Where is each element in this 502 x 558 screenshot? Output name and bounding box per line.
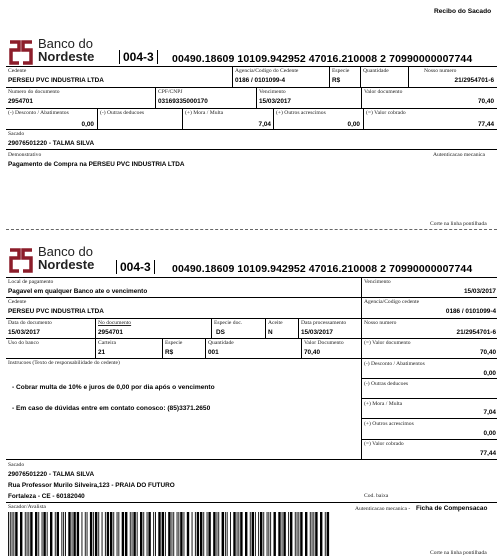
barcode-bar <box>260 512 262 556</box>
barcode-bar <box>73 512 75 556</box>
bank-code: 004-3 <box>119 50 158 64</box>
barcode-bar <box>290 512 292 556</box>
barcode-bar <box>10 512 11 556</box>
barcode-bar <box>288 512 289 556</box>
barcode-bar <box>61 512 62 556</box>
value-especie-doc: DS <box>216 329 225 336</box>
barcode-bar <box>143 512 144 556</box>
barcode-bar <box>200 512 202 556</box>
label-valor-cobrado: (=) Valor cobrado <box>366 110 406 116</box>
label-sacado: Sacado <box>8 131 25 137</box>
value-sacado-nome: 29076501220 - TALMA SILVA <box>8 471 95 478</box>
value-sacado-cidade: Fortaleza - CE - 60182040 <box>8 493 85 500</box>
value-data-processamento: 15/03/2017 <box>301 329 333 336</box>
value-mora-multa-ficha: 7,04 <box>483 409 496 416</box>
value-desconto: 0,00 <box>81 121 94 128</box>
label-ficha-compensacao: Ficha de Compensacao <box>416 505 488 512</box>
label-corte-2: Corte na linha pontilhada <box>430 550 487 556</box>
barcode-bar <box>110 512 112 556</box>
barcode-bar <box>310 512 311 556</box>
barcode-bar <box>315 512 317 556</box>
label-outras-deducoes-ficha: (-) Outras deducoes <box>364 381 409 387</box>
value-agencia-codigo-ficha: 0186 / 0101099-4 <box>445 308 496 315</box>
barcode-bar <box>297 512 298 556</box>
label-valor-cobrado-ficha: (=) Valor cobrado <box>364 441 404 447</box>
label-vencimento: Vencimento <box>259 89 286 95</box>
label-quantidade: Quantidade <box>363 68 389 74</box>
barcode-bar <box>227 512 228 556</box>
value-data-documento: 15/03/2017 <box>8 329 40 336</box>
label-especie-ficha: Especie <box>165 340 183 346</box>
barcode-bar <box>43 512 45 556</box>
value-outros-acrescimos: 0,00 <box>347 121 360 128</box>
barcode-bar <box>12 512 13 556</box>
label-desconto: (-) Desconto / Abatimentos <box>8 110 69 116</box>
barcode-bar <box>192 512 193 556</box>
barcode-bar <box>177 512 178 556</box>
barcode-bar <box>68 512 70 556</box>
value-carteira: 21 <box>98 349 106 356</box>
linha-digitavel: 00490.18609 10109.942952 47016.210008 2 70990000007744 <box>172 53 473 65</box>
value-valor-cobrado-ficha: 77,44 <box>480 450 496 457</box>
barcode-bar <box>320 512 322 556</box>
label-nosso-numero: Nosso numero <box>424 68 457 74</box>
barcode-bar <box>130 512 131 556</box>
barcode-bar <box>77 512 79 556</box>
label-vencimento-ficha: Vencimento <box>364 279 391 285</box>
barcode-bar <box>125 512 127 556</box>
barcode-bar <box>105 512 106 556</box>
barcode-bar <box>300 512 302 556</box>
instrucao-multa: - Cobrar multa de 10% e juros de 0,00 por dia após o vencimento <box>12 384 215 391</box>
label-uso-banco: Uso do banco <box>8 340 39 346</box>
label-no-documento: No documento <box>98 320 132 326</box>
barcode-bar <box>197 512 199 556</box>
barcode-bar <box>213 512 215 556</box>
barcode-bar <box>187 512 189 556</box>
barcode-bar <box>133 512 135 556</box>
barcode-bar <box>72 512 73 556</box>
barcode-bar <box>82 512 83 556</box>
value-cedente-ficha: PERSEU PVC INDUSTRIA LTDA <box>8 308 104 315</box>
barcode-bar <box>168 512 170 556</box>
barcode-bar <box>162 512 164 556</box>
barcode-bar <box>38 512 39 556</box>
label-agencia-codigo: Agencia/Codigo do Cedente <box>235 68 299 74</box>
barcode-bar <box>238 512 239 556</box>
value-especie: R$ <box>332 77 341 84</box>
barcode-bar <box>65 512 66 556</box>
instrucao-contato: - Em caso de dúvidas entre em contato conosco: (85)3371.2650 <box>12 405 211 412</box>
barcode-bar <box>50 512 52 556</box>
label-mora-multa: (+) Mora / Multa <box>185 110 224 116</box>
label-outras-deducoes: (-) Outras deducoes <box>100 110 145 116</box>
barcode-bar <box>245 512 247 556</box>
barcode-bar <box>87 512 88 556</box>
barcode-bar <box>173 512 174 556</box>
barcode-bar <box>113 512 114 556</box>
label-quantidade-ficha: Quantidade <box>208 340 234 346</box>
barcode-bar <box>203 512 204 556</box>
barcode-bar <box>207 512 208 556</box>
label-especie-doc: Especie doc. <box>214 320 243 326</box>
value-quantidade-ficha: 001 <box>208 349 219 356</box>
label-desconto-ficha: (-) Desconto / Abatimentos <box>364 361 425 367</box>
barcode-bar <box>148 512 150 556</box>
barcode-bar <box>233 512 235 556</box>
value-cpf-cnpj: 03169335000170 <box>158 98 208 105</box>
barcode-bar <box>85 512 86 556</box>
value-mora-multa: 7,04 <box>258 121 271 128</box>
value-sacado-endereco: Rua Professor Murilo Silveira,123 - PRAIA DO FUTURO <box>8 482 175 489</box>
barcode-bar <box>90 512 92 556</box>
bank-name-line1: Banco do <box>38 36 93 51</box>
barcode-bar <box>107 512 109 556</box>
bank-logo <box>8 37 118 67</box>
label-sacado-ficha: Sacado <box>8 462 25 468</box>
label-valor-documento: Valor documento <box>364 89 403 95</box>
barcode-bar <box>28 512 29 556</box>
label-data-processamento: Data processamento <box>301 320 347 326</box>
value-local-pagamento: Pagavel em qualquer Banco ate o vencimento <box>8 288 148 295</box>
value-nosso-numero-ficha: 21/2954701-6 <box>456 329 496 336</box>
label-cod-baixa: Cod. baixa <box>364 493 389 499</box>
barcode-bar <box>240 512 242 556</box>
barcode-bar <box>222 512 224 556</box>
barcode-bar <box>132 512 133 556</box>
barcode-bar <box>147 512 148 556</box>
barcode-bar <box>118 512 119 556</box>
barcode-bar <box>15 512 17 556</box>
label-cedente: Cedente <box>8 68 27 74</box>
barcode-bar <box>47 512 48 556</box>
barcode-bar <box>155 512 156 556</box>
barcode-bar <box>282 512 283 556</box>
value-nosso-numero: 21/2954701-6 <box>454 77 494 84</box>
barcode-bar <box>57 512 59 556</box>
barcode-bar <box>278 512 280 556</box>
label-sacador: Sacador/Avalista <box>8 504 46 510</box>
barcode-bar <box>20 512 22 556</box>
linha-digitavel-ficha: 00490.18609 10109.942952 47016.210008 2 70990000007744 <box>172 263 473 275</box>
label-valor-documento-ficha: Valor Documento <box>304 340 344 346</box>
barcode-bar <box>313 512 314 556</box>
value-valor-documento-ficha: 70,40 <box>304 349 320 356</box>
bank-name-line2: Nordeste <box>38 257 95 272</box>
barcode-bar <box>325 512 326 556</box>
value-vencimento: 15/03/2017 <box>259 98 291 105</box>
label-outros-acrescimos: (+) Outros acrescimos <box>276 110 326 116</box>
label-cpf-cnpj: CPF/CNPJ <box>158 89 183 95</box>
label-especie: Especie <box>332 68 350 74</box>
banco-nordeste-logo-icon <box>8 39 34 65</box>
value-no-documento: 2954701 <box>98 329 123 336</box>
label-mora-multa-ficha: (+) Mora / Multa <box>364 401 403 407</box>
barcode-bar <box>165 512 166 556</box>
value-valor-documento: 70,40 <box>478 98 494 105</box>
barcode-bar <box>140 512 142 556</box>
barcode-bar <box>218 512 219 556</box>
barcode-bar <box>195 512 196 556</box>
barcode-bar <box>252 512 254 556</box>
value-vencimento-ficha: 15/03/2017 <box>464 288 496 295</box>
barcode-bar <box>225 512 226 556</box>
barcode-bar <box>55 512 56 556</box>
value-demonstrativo: Pagamento de Compra na PERSEU PVC INDUSTRIA LTDA <box>8 161 185 168</box>
barcode-bar <box>102 512 103 556</box>
label-cedente-ficha: Cedente <box>8 299 27 305</box>
barcode-bar <box>208 512 210 556</box>
barcode-bar <box>35 512 37 556</box>
barcode-bar <box>295 512 296 556</box>
barcode-bar <box>250 512 251 556</box>
barcode-bar <box>237 512 238 556</box>
barcode-bar <box>180 512 182 556</box>
barcode-bar <box>184 512 185 556</box>
barcode-bar <box>255 512 256 556</box>
barcode-bar <box>274 512 276 556</box>
barcode-bar <box>305 512 307 556</box>
cut-line-1 <box>6 229 497 230</box>
label-carteira: Carteira <box>98 340 117 346</box>
barcode-bar <box>25 512 26 556</box>
value-numero-documento: 2954701 <box>8 98 33 105</box>
value-valor-cobrado: 77,44 <box>478 121 494 128</box>
barcode-bar <box>178 512 179 556</box>
value-aceite: N <box>268 329 273 336</box>
barcode-bar <box>283 512 285 556</box>
label-outros-acrescimos-ficha: (+) Outros acrescimos <box>364 421 414 427</box>
barcode-bar <box>298 512 299 556</box>
value-outros-acrescimos-ficha: 0,00 <box>483 430 496 437</box>
barcode-bar <box>8 512 9 556</box>
barcode-bar <box>263 512 264 556</box>
label-numero-documento: Numero do documento <box>8 89 60 95</box>
barcode-bar <box>172 512 173 556</box>
barcode-bar <box>267 512 268 556</box>
barcode-bar <box>95 512 97 556</box>
label-demonstrativo: Demonstrativo <box>8 152 42 158</box>
value-sacado: 29076501220 - TALMA SILVA <box>8 140 95 147</box>
value-valor-documento-right: 70,40 <box>480 349 496 356</box>
barcode-bar <box>137 512 138 556</box>
barcode-bar <box>93 512 94 556</box>
label-nosso-numero-ficha: Nosso numero <box>364 320 397 326</box>
barcode <box>8 512 330 556</box>
barcode-bar <box>63 512 64 556</box>
barcode-bar <box>117 512 118 556</box>
label-valor-documento-right: (=) Valor documento <box>364 340 411 346</box>
value-cedente: PERSEU PVC INDUSTRIA LTDA <box>8 77 104 84</box>
barcode-bar <box>27 512 28 556</box>
barcode-bar <box>13 512 14 556</box>
value-desconto-ficha: 0,00 <box>483 370 496 377</box>
label-aceite: Aceite <box>268 320 283 326</box>
barcode-bar <box>98 512 99 556</box>
bank-code-ficha: 004-3 <box>116 260 155 274</box>
barcode-bar <box>268 512 269 556</box>
barcode-bar <box>270 512 271 556</box>
value-agencia-codigo: 0186 / 0101099-4 <box>235 77 286 84</box>
label-autenticacao: Autenticacao mecanica <box>433 152 486 158</box>
value-especie-ficha: R$ <box>165 349 174 356</box>
label-data-documento: Data do documento <box>8 320 52 326</box>
label-autenticacao-ficha: Autenticacao mecanica - <box>355 506 411 512</box>
barcode-bar <box>217 512 218 556</box>
barcode-bar <box>153 512 154 556</box>
barcode-bar <box>312 512 313 556</box>
bank-name-line1: Banco do <box>38 244 93 259</box>
bank-logo-ficha <box>8 245 118 275</box>
barcode-bar <box>158 512 160 556</box>
bank-name-line2: Nordeste <box>38 49 95 64</box>
label-local-pagamento: Local de pagamento <box>8 279 54 285</box>
barcode-bar <box>230 512 231 556</box>
banco-nordeste-logo-icon <box>8 247 34 273</box>
barcode-bar <box>42 512 43 556</box>
barcode-bar <box>327 512 329 556</box>
barcode-bar <box>30 512 32 556</box>
barcode-bar <box>258 512 259 556</box>
label-instrucoes: Instrucoes (Texto de responsabilidade do cedente) <box>8 360 120 366</box>
label-agencia-codigo-ficha: Agencia/Codigo cedente <box>364 299 420 305</box>
label-corte-1: Corte na linha pontilhada <box>430 221 487 227</box>
receipt-header: Recibo do Sacado <box>434 8 492 15</box>
barcode-bar <box>122 512 124 556</box>
